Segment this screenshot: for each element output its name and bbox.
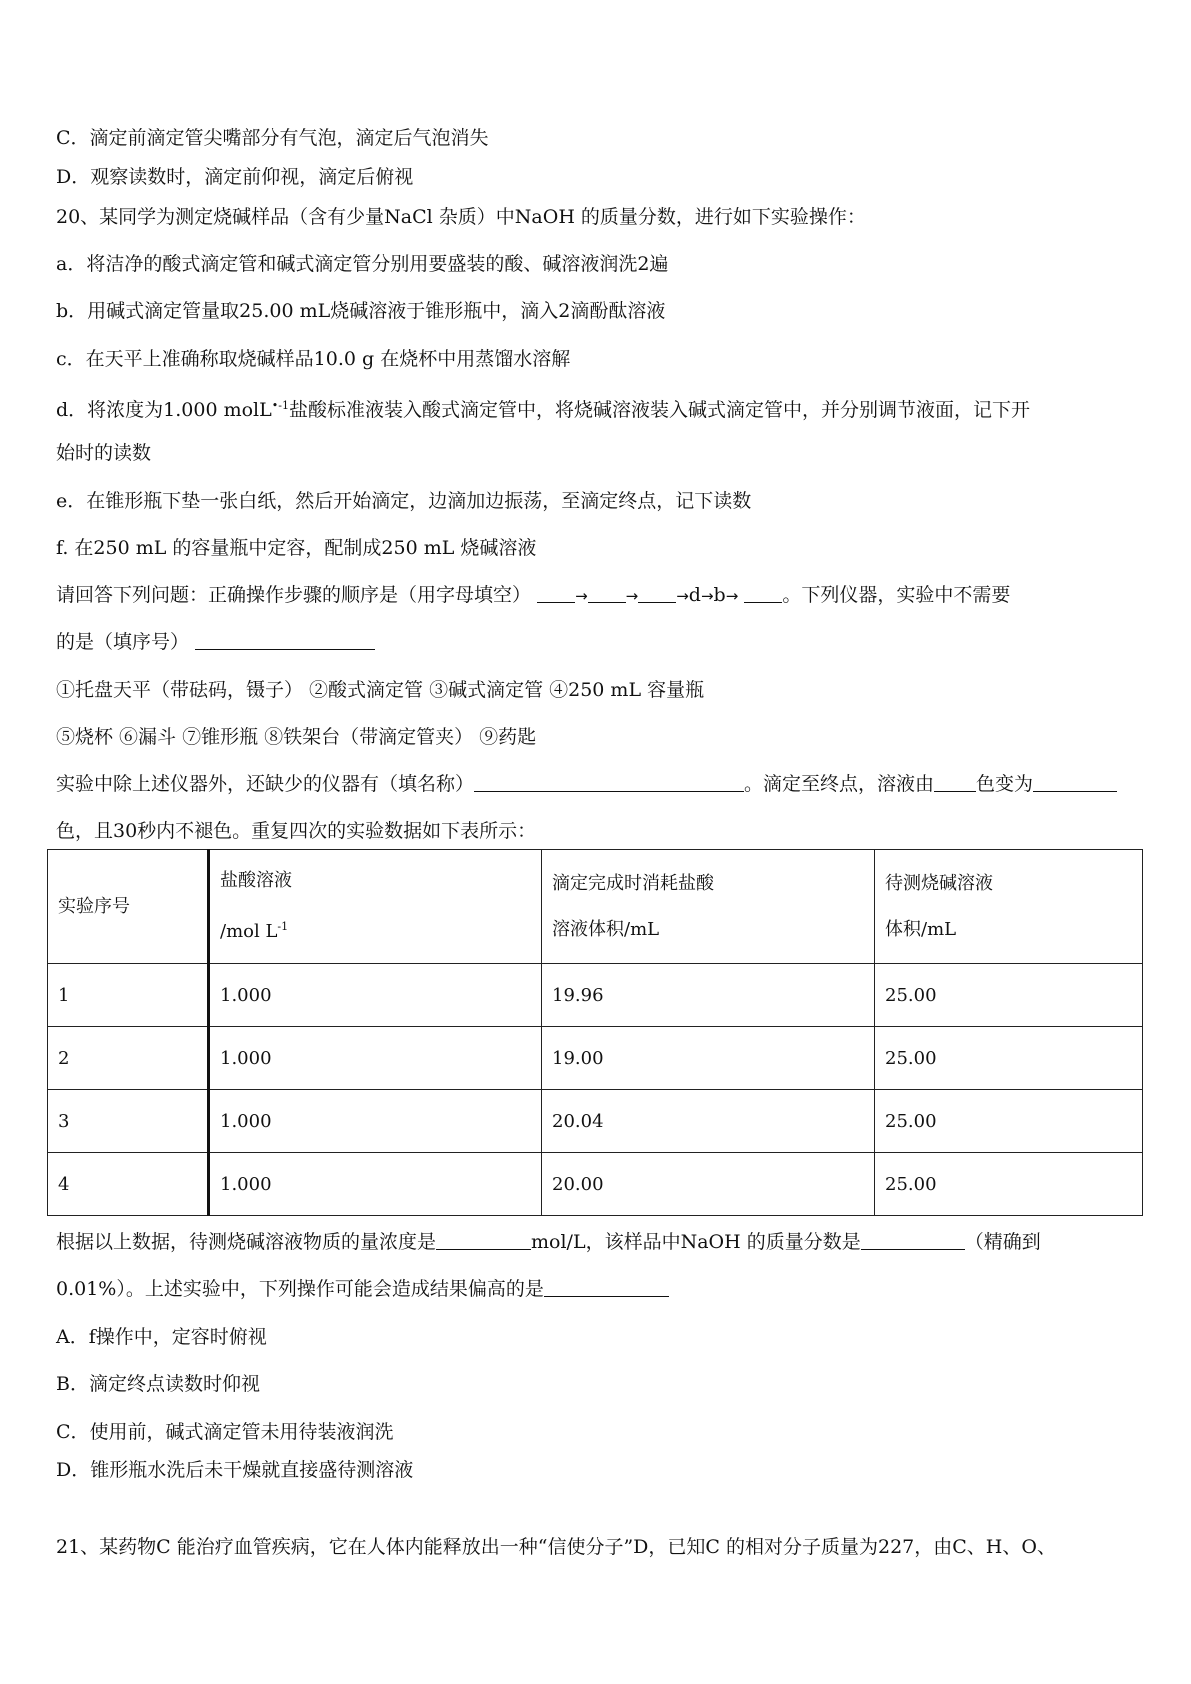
- header-hcl-concentration-line2: /mol $L^{-1}$: [220, 920, 289, 942]
- cell-concentration: 1.000: [209, 1027, 542, 1090]
- cell-no: 4: [48, 1153, 209, 1216]
- cell-hcl-volume: 20.00: [542, 1153, 875, 1216]
- result-suffix: （精确到: [964, 1231, 1041, 1253]
- option-d: D．锥形瓶水洗后未干燥就直接盛待测溶液: [56, 1459, 414, 1481]
- order-blank-4[interactable]: [744, 582, 782, 603]
- header-hcl-concentration-line1: 盐酸溶液: [220, 870, 292, 891]
- cell-hcl-volume: 19.96: [542, 964, 875, 1027]
- header-experiment-no: 实验序号: [48, 850, 209, 964]
- result-question: [56, 1227, 1141, 1257]
- order-blank-1[interactable]: [537, 582, 575, 603]
- high-result-blank[interactable]: [544, 1276, 669, 1297]
- header-naoh-volume-line2: 体积/mL: [885, 918, 957, 940]
- table-row: [48, 1027, 1143, 1090]
- option-c-previous: C．滴定前滴定管尖嘴部分有气泡，滴定后气泡消失: [56, 127, 489, 149]
- instruments-list-1: ①托盘天平（带砝码，镊子） ②酸式滴定管 ③碱式滴定管 ④250 mL 容量瓶: [56, 679, 705, 701]
- cell-naoh-volume: 25.00: [875, 1090, 1143, 1153]
- arrow-icon: →: [700, 587, 714, 605]
- color-to-blank[interactable]: [1033, 771, 1117, 792]
- cell-concentration: 1.000: [209, 1153, 542, 1216]
- experiment-data-table: [47, 849, 1143, 1216]
- unneeded-instruments-blank[interactable]: [195, 629, 375, 650]
- table-row: [48, 1090, 1143, 1153]
- cell-no: 3: [48, 1090, 209, 1153]
- result-prefix: 根据以上数据，待测烧碱溶液物质的量浓度是: [56, 1231, 437, 1253]
- cell-naoh-volume: 25.00: [875, 1153, 1143, 1216]
- order-step-d: d: [688, 584, 701, 606]
- question-21-intro: 21、某药物C 能治疗血管疾病，它在人体内能释放出一种“信使分子”D，已知C 的相对分子质量为227，由C、H、O、: [56, 1536, 1056, 1558]
- table-header-row: [48, 850, 1143, 964]
- step-d: [56, 391, 1141, 421]
- missing-instruments-continued: 色，且30秒内不褪色。重复四次的实验数据如下表所示：: [56, 820, 537, 842]
- header-naoh-volume-line1: 待测烧碱溶液: [885, 872, 993, 894]
- step-d-text-2: 盐酸标准液装入酸式滴定管中，将烧碱溶液装入碱式滴定管中，并分别调节液面，记下开: [288, 399, 1030, 421]
- step-e: e．在锥形瓶下垫一张白纸，然后开始滴定，边滴加边振荡，至滴定终点，记下读数: [56, 490, 752, 512]
- mass-fraction-blank[interactable]: [861, 1229, 965, 1250]
- header-naoh-volume: [875, 850, 1143, 964]
- step-d-unit-sup: •-1: [271, 399, 289, 412]
- step-d-text-1: d．将浓度为1.000 molL: [56, 399, 272, 421]
- order-blank-2[interactable]: [588, 582, 626, 603]
- cell-naoh-volume: 25.00: [875, 1027, 1143, 1090]
- step-a: a．将洁净的酸式滴定管和碱式滴定管分别用要盛装的酸、碱溶液润洗2遍: [56, 253, 669, 275]
- arrow-icon: →: [625, 587, 639, 605]
- arrow-icon: →: [676, 587, 689, 605]
- cell-hcl-volume: 20.04: [542, 1090, 875, 1153]
- missing-instruments-question: [56, 769, 1141, 799]
- result-question-continued: [56, 1274, 1141, 1304]
- step-b: b．用碱式滴定管量取25.00 mL烧碱溶液于锥形瓶中，滴入2滴酚酞溶液: [56, 300, 666, 322]
- cell-concentration: 1.000: [209, 964, 542, 1027]
- missing-mid: 。滴定至终点，溶液由: [744, 773, 935, 795]
- missing-mid2: 色变为: [976, 773, 1034, 795]
- cell-no: 1: [48, 964, 209, 1027]
- cell-hcl-volume: 19.00: [542, 1027, 875, 1090]
- order-question-prefix: 请回答下列问题：正确操作步骤的顺序是（用字母填空）: [56, 584, 532, 606]
- header-hcl-concentration: [209, 850, 542, 964]
- option-b: B．滴定终点读数时仰视: [56, 1373, 260, 1395]
- header-hcl-volume-line2: 溶液体积/mL: [552, 918, 660, 940]
- order-question: [56, 580, 1141, 610]
- table-row: [48, 964, 1143, 1027]
- arrow-icon: →: [575, 587, 588, 605]
- step-f: f. 在250 mL 的容量瓶中定容，配制成250 mL 烧碱溶液: [56, 537, 537, 559]
- concentration-blank[interactable]: [436, 1229, 531, 1250]
- cell-naoh-volume: 25.00: [875, 964, 1143, 1027]
- color-from-blank[interactable]: [934, 771, 976, 792]
- order-question-cont-text: 的是（填序号）: [56, 631, 190, 653]
- question-20-intro: 20、某同学为测定烧碱样品（含有少量NaCl 杂质）中NaOH 的质量分数，进行如下实验操作：: [56, 206, 866, 228]
- missing-prefix: 实验中除上述仪器外，还缺少的仪器有（填名称）: [56, 773, 475, 795]
- cell-no: 2: [48, 1027, 209, 1090]
- result-cont-prefix: 0.01%）。上述实验中，下列操作可能会造成结果偏高的是: [56, 1278, 544, 1300]
- arrow-icon: →: [725, 587, 739, 605]
- order-question-continued: [56, 627, 1141, 657]
- instruments-list-2: ⑤烧杯 ⑥漏斗 ⑦锥形瓶 ⑧铁架台（带滴定管夹） ⑨药匙: [56, 726, 537, 748]
- result-mid: mol/L，该样品中NaOH 的质量分数是: [531, 1231, 861, 1253]
- option-c: C．使用前，碱式滴定管未用待装液润洗: [56, 1421, 394, 1443]
- missing-instruments-blank[interactable]: [474, 771, 744, 792]
- header-hcl-volume-line1: 滴定完成时消耗盐酸: [552, 872, 714, 894]
- order-blank-3[interactable]: [638, 582, 676, 603]
- cell-concentration: 1.000: [209, 1090, 542, 1153]
- step-d-continued: 始时的读数: [56, 442, 152, 464]
- order-step-b: b: [713, 584, 726, 606]
- step-c: c．在天平上准确称取烧碱样品10.0 g 在烧杯中用蒸馏水溶解: [56, 348, 571, 370]
- option-a: A．f操作中，定容时俯视: [56, 1326, 267, 1348]
- header-hcl-volume: [542, 850, 875, 964]
- option-d-previous: D．观察读数时，滴定前仰视，滴定后俯视: [56, 166, 414, 188]
- table-row: [48, 1153, 1143, 1216]
- order-question-suffix: 。下列仪器，实验中不需要: [782, 584, 1011, 606]
